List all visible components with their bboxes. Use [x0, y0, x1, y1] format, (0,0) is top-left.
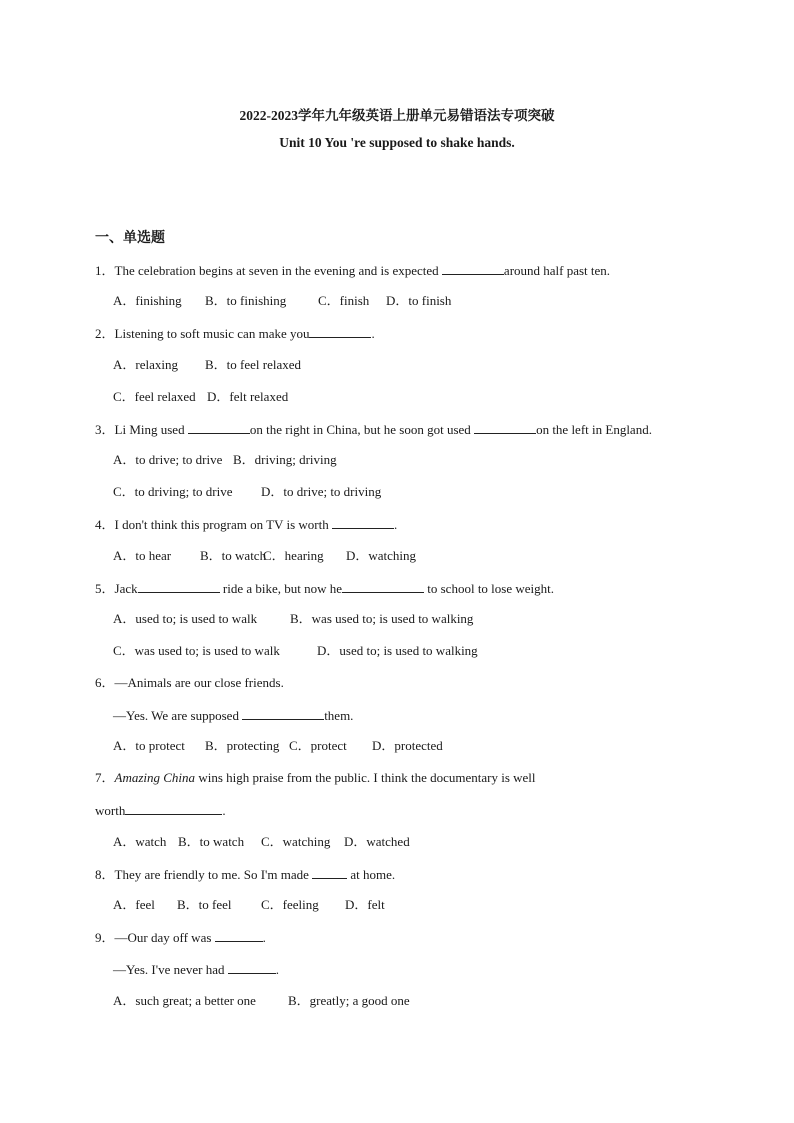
question-text: ride a bike, but now he	[219, 581, 343, 596]
question-number: 2．	[95, 326, 115, 341]
option-c[interactable]: C．feel relaxed	[113, 389, 196, 404]
question-9-options	[113, 993, 410, 1009]
option-a[interactable]: A．used to; is used to walk	[113, 611, 258, 626]
question-text: —Animals are our close friends.	[114, 675, 284, 690]
question-7-options	[113, 834, 410, 850]
answer-blank	[188, 421, 250, 434]
question-text: wins high praise from the public. I think the documentary is well	[195, 770, 536, 785]
answer-blank	[312, 866, 347, 879]
answer-blank	[242, 707, 324, 720]
question-number: 9．	[95, 930, 115, 945]
option-c[interactable]: C．feeling	[261, 897, 319, 912]
answer-blank	[474, 421, 536, 434]
question-5-options-row2	[113, 643, 478, 659]
question-6-line2	[113, 707, 353, 724]
question-text: —Yes. I've never had	[113, 962, 228, 977]
section-title: 一、单选题	[95, 231, 165, 246]
question-9-line2	[113, 961, 279, 978]
question-text: —Yes. We are supposed	[113, 708, 243, 723]
option-b[interactable]: B．to watch	[178, 834, 245, 849]
answer-blank	[228, 961, 276, 974]
option-c[interactable]: C．hearing	[263, 548, 324, 563]
option-b[interactable]: B．greatly; a good one	[288, 993, 410, 1008]
question-text: .	[275, 962, 279, 977]
question-text: around half past ten.	[503, 263, 611, 278]
option-c[interactable]: C．to driving; to drive	[113, 484, 233, 499]
document-subtitle: Unit 10 You 're supposed to shake hands.	[279, 135, 515, 150]
option-c[interactable]: C．finish	[318, 293, 370, 308]
question-number: 8．	[95, 867, 115, 882]
question-text: them.	[324, 708, 354, 723]
question-number: 3．	[95, 422, 115, 437]
question-text: I don't think this program on TV is worth	[114, 517, 332, 532]
option-d[interactable]: D．to finish	[386, 293, 452, 308]
option-b[interactable]: B．to finishing	[205, 293, 287, 308]
question-3-options-row2	[113, 484, 381, 500]
question-6	[95, 675, 284, 691]
answer-blank	[138, 580, 220, 593]
option-d[interactable]: D．to drive; to driving	[261, 484, 382, 499]
question-2	[95, 325, 375, 342]
option-d[interactable]: D．used to; is used to walking	[317, 643, 478, 658]
option-b[interactable]: B．to feel	[177, 897, 232, 912]
question-number: 5．	[95, 581, 115, 596]
question-italic-title: Amazing China	[114, 770, 196, 785]
question-text: .	[371, 326, 375, 341]
question-2-options-row2	[113, 389, 288, 405]
option-d[interactable]: D．felt	[345, 897, 385, 912]
question-number: 4．	[95, 517, 115, 532]
option-d[interactable]: D．watching	[346, 548, 417, 563]
question-text: .	[222, 803, 226, 818]
option-b[interactable]: B．to watch	[200, 548, 267, 563]
question-text: worth	[95, 803, 126, 818]
question-text: on the left in England.	[536, 422, 652, 437]
question-number: 6．	[95, 675, 115, 690]
question-text: .	[393, 517, 398, 532]
option-b[interactable]: B．protecting	[205, 738, 280, 753]
question-number: 7．	[95, 770, 115, 785]
question-5	[95, 580, 554, 597]
question-8	[95, 866, 395, 883]
option-a[interactable]: A．feel	[113, 897, 155, 912]
question-3-options	[113, 452, 337, 468]
question-9	[95, 929, 266, 946]
option-c[interactable]: C．was used to; is used to walk	[113, 643, 280, 658]
option-d[interactable]: D．protected	[372, 738, 443, 753]
option-a[interactable]: A．to protect	[113, 738, 185, 753]
question-number: 1．	[95, 263, 115, 278]
question-text: Jack	[114, 581, 138, 596]
question-text: —Our day off was	[114, 930, 215, 945]
question-text: Listening to soft music can make you	[114, 326, 310, 341]
question-7	[95, 770, 536, 786]
question-2-options	[113, 357, 301, 373]
option-a[interactable]: A．finishing	[113, 293, 182, 308]
question-5-options	[113, 611, 473, 627]
question-text: Li Ming used	[114, 422, 188, 437]
question-7-line2	[95, 802, 226, 819]
answer-blank	[442, 262, 504, 275]
option-b[interactable]: B．to feel relaxed	[205, 357, 302, 372]
question-1-options	[113, 293, 451, 309]
question-text: at home.	[347, 867, 396, 882]
option-d[interactable]: D．felt relaxed	[207, 389, 289, 404]
question-4-options	[113, 548, 416, 564]
question-text: .	[262, 930, 266, 945]
option-a[interactable]: A．such great; a better one	[113, 993, 256, 1008]
document-title: 2022-2023学年九年级英语上册单元易错语法专项突破	[239, 108, 555, 123]
option-a[interactable]: A．to hear	[113, 548, 172, 563]
question-text: The celebration begins at seven in the evening and is expected	[114, 263, 442, 278]
answer-blank	[215, 929, 263, 942]
answer-blank	[332, 516, 394, 529]
option-b[interactable]: B．was used to; is used to walking	[290, 611, 474, 626]
answer-blank	[342, 580, 424, 593]
question-8-options	[113, 897, 385, 913]
option-c[interactable]: C．watching	[261, 834, 331, 849]
question-text: They are friendly to me. So I'm made	[114, 867, 313, 882]
question-4	[95, 516, 397, 533]
question-text: on the right in China, but he soon got used	[249, 422, 475, 437]
option-a[interactable]: A．relaxing	[113, 357, 178, 372]
option-a[interactable]: A．to drive; to drive	[113, 452, 223, 467]
option-c[interactable]: C．protect	[289, 738, 347, 753]
option-b[interactable]: B．driving; driving	[233, 452, 337, 467]
question-text: to school to lose weight.	[424, 581, 555, 596]
question-1	[95, 262, 610, 279]
question-6-options	[113, 738, 443, 754]
question-3	[95, 421, 652, 438]
option-a[interactable]: A．watch	[113, 834, 167, 849]
option-d[interactable]: D．watched	[344, 834, 410, 849]
answer-blank	[125, 802, 222, 815]
answer-blank	[309, 325, 371, 338]
